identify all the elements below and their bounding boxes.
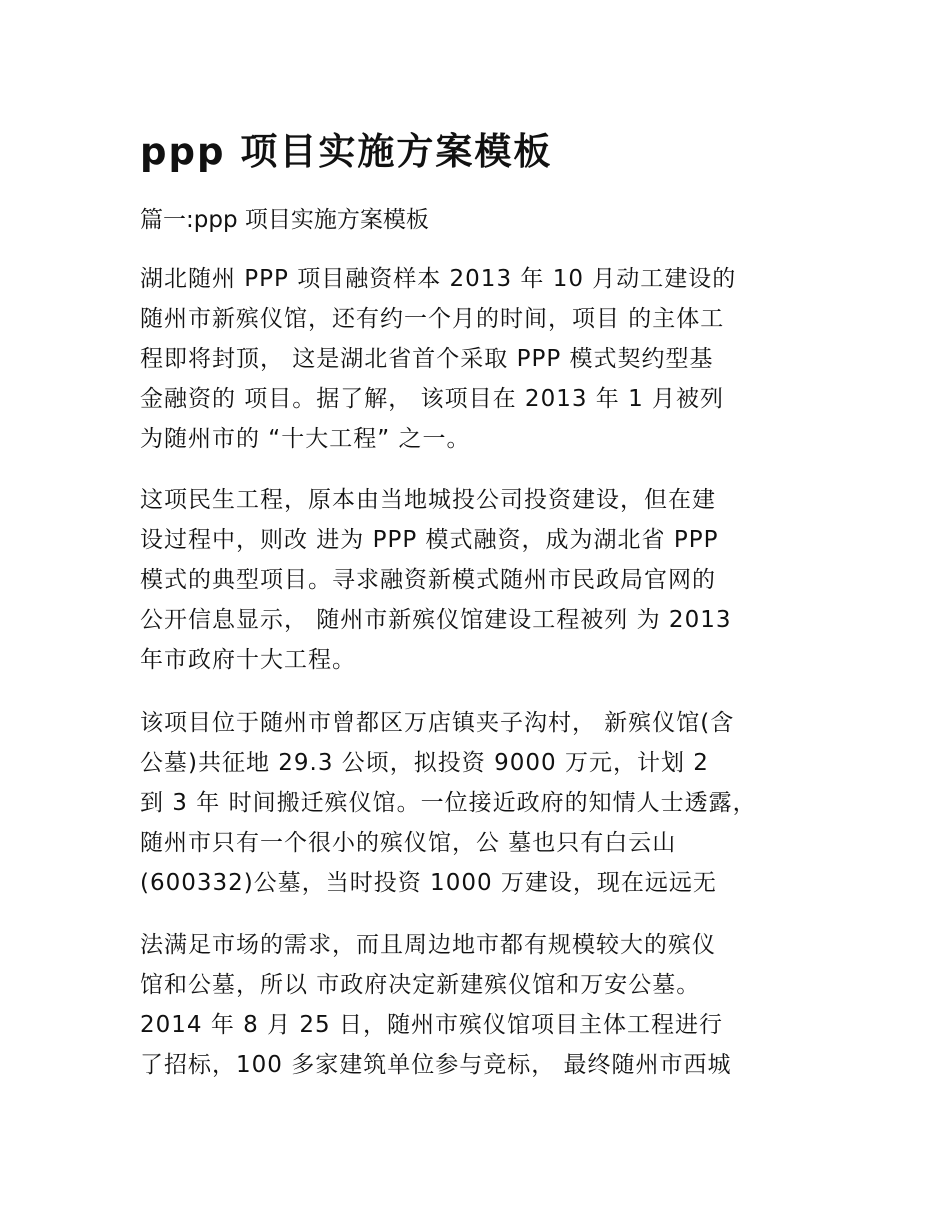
paragraph-line: 随州市新殡仪馆，还有约一个月的时间，项目 的主体工 — [140, 306, 725, 332]
paragraph-line: 金融资的 项目。据了解， 该项目在 2013 年 1 月被列 — [140, 386, 725, 412]
paragraph-1 — [140, 259, 840, 459]
paragraph-line: 法满足市场的需求，而且周边地市都有规模较大的殡仪 — [140, 932, 716, 958]
paragraph-line: 该项目位于随州市曾都区万店镇夹子沟村， 新殡仪馆(含 — [140, 710, 735, 736]
paragraph-line: 年市政府十大工程。 — [140, 647, 356, 673]
paragraph-line: 这项民生工程，原本由当地城投公司投资建设，但在建 — [140, 487, 716, 513]
paragraph-line: 湖北随州 PPP 项目融资样本 2013 年 10 月动工建设的 — [140, 266, 737, 292]
paragraph-3 — [140, 703, 840, 903]
paragraph-line: 程即将封顶， 这是湖北省首个采取 PPP 模式契约型基 — [140, 346, 714, 372]
paragraph-2 — [140, 480, 840, 680]
paragraph-4 — [140, 925, 840, 1085]
paragraph-line: 公开信息显示， 随州市新殡仪馆建设工程被列 为 2013 — [140, 607, 732, 633]
paragraph-line: 设过程中，则改 进为 PPP 模式融资，成为湖北省 PPP — [140, 527, 719, 553]
document-title: ppp 项目实施方案模板 — [140, 130, 553, 173]
paragraph-line: 了招标，100 多家建筑单位参与竞标， 最终随州市西城 — [140, 1052, 732, 1078]
paragraph-line: 到 3 年 时间搬迁殡仪馆。一位接近政府的知情人士透露， — [140, 790, 757, 816]
paragraph-line: 公墓)共征地 29.3 公顷，拟投资 9000 万元，计划 2 — [140, 750, 709, 776]
paragraph-line: 为随州市的 “十大工程” 之一。 — [140, 426, 471, 452]
paragraph-line: 馆和公墓，所以 市政府决定新建殡仪馆和万安公墓。 — [140, 972, 701, 998]
paragraph-line: (600332)公墓，当时投资 1000 万建设，现在远远无 — [140, 870, 717, 896]
paragraph-line: 模式的典型项目。寻求融资新模式随州市民政局官网的 — [140, 567, 716, 593]
paragraph-line: 2014 年 8 月 25 日，随州市殡仪馆项目主体工程进行 — [140, 1012, 723, 1038]
document-subtitle: 篇一:ppp 项目实施方案模板 — [140, 207, 429, 233]
paragraph-line: 随州市只有一个很小的殡仪馆，公 墓也只有白云山 — [140, 830, 677, 856]
